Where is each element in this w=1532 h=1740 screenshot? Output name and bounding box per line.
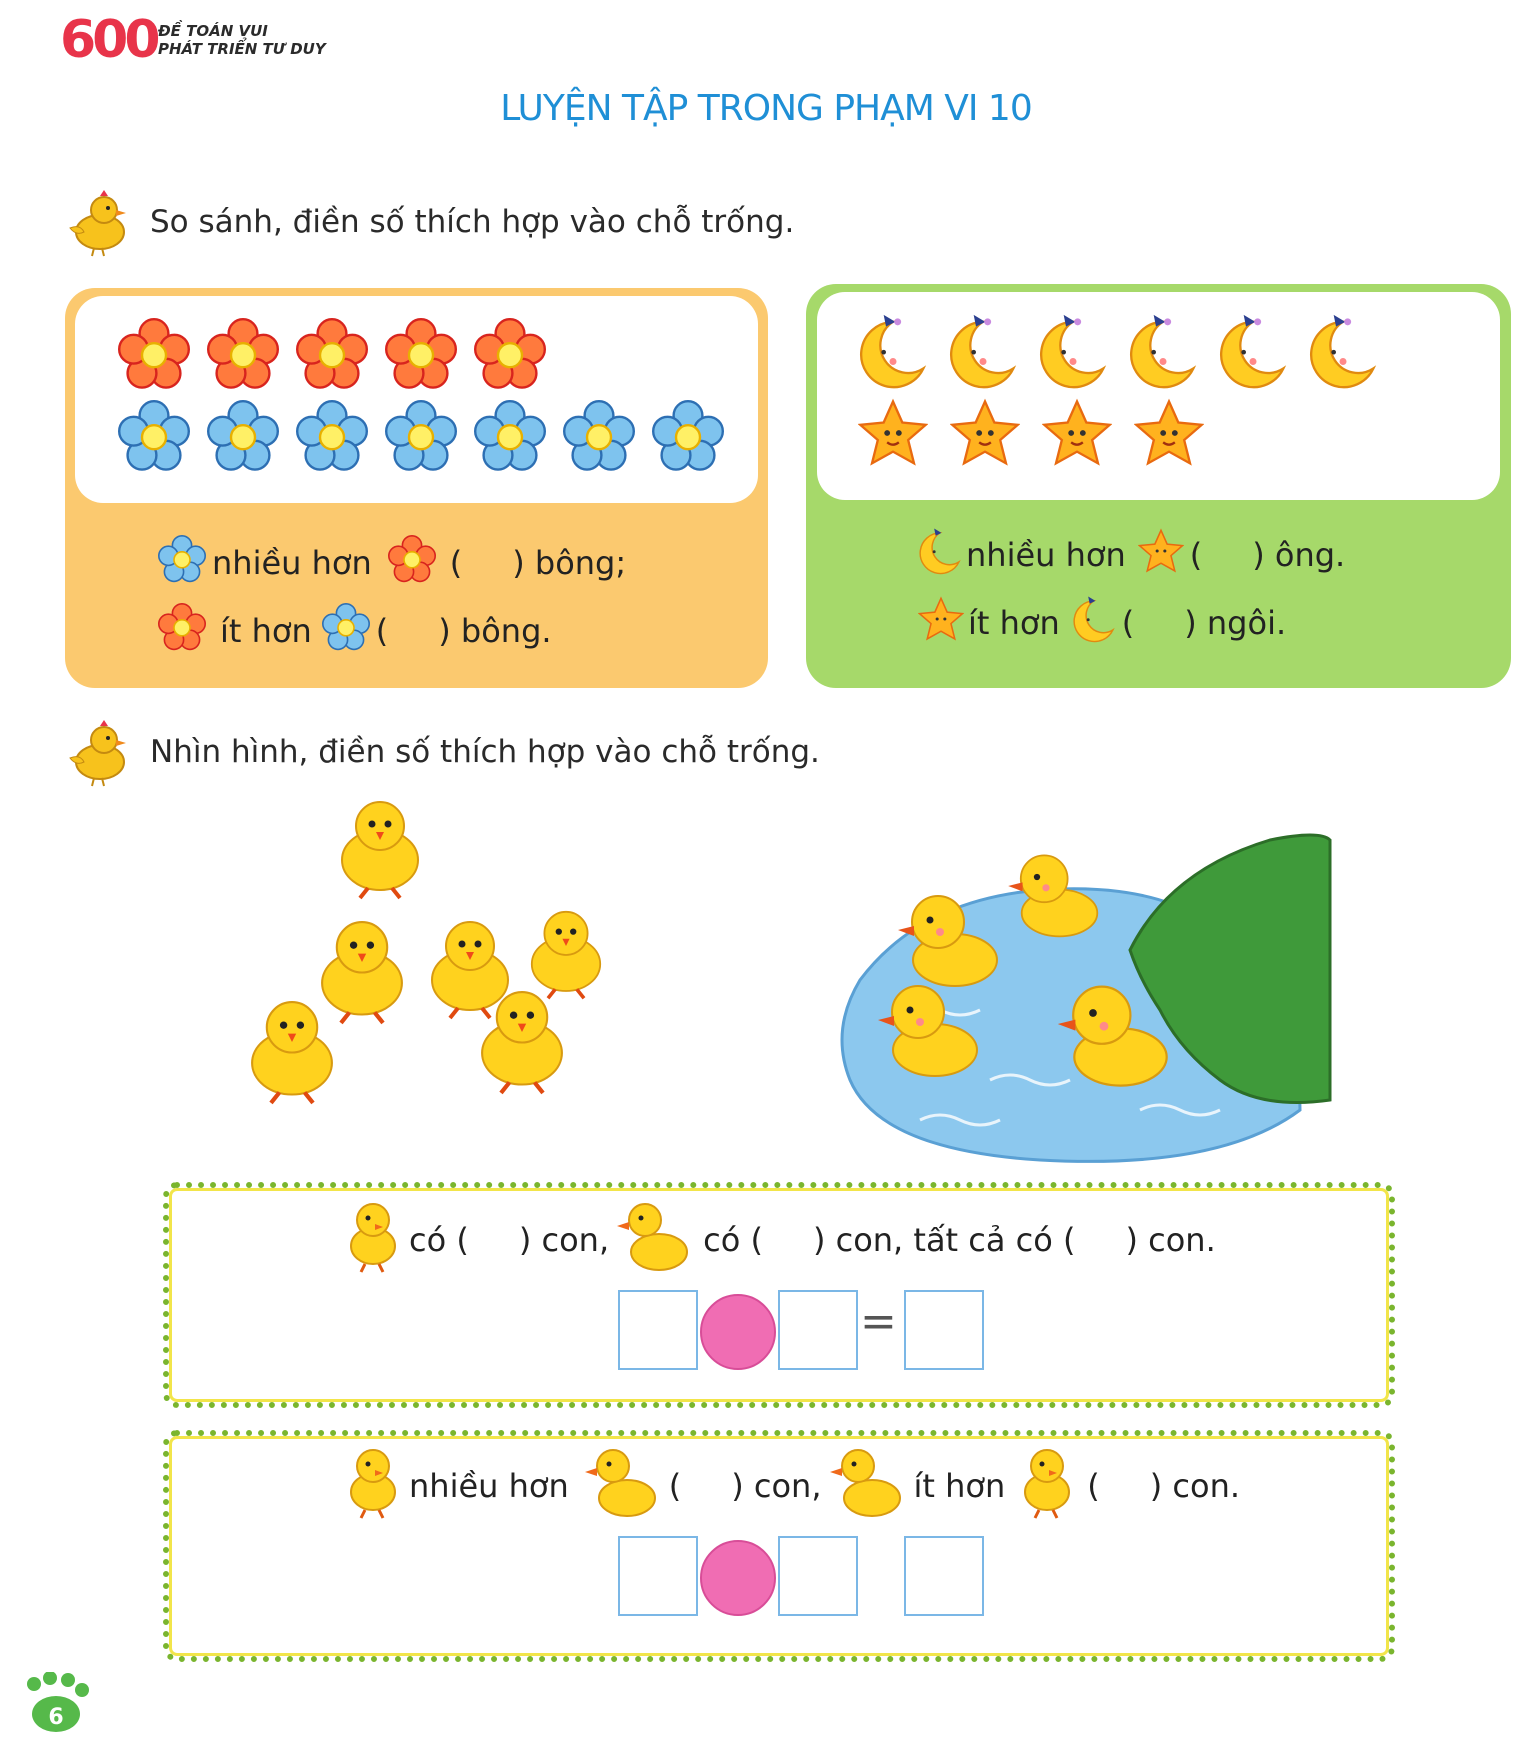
duck-icon	[583, 1442, 659, 1530]
logo-line-2: PHÁT TRIỂN TƯ DUY	[158, 40, 326, 58]
blue-flower-icon	[322, 603, 370, 659]
chicks-illustration	[230, 800, 680, 1160]
flower-sentence-2	[158, 603, 552, 659]
flower-sentence-1	[158, 535, 626, 591]
close-paren-text: ) ngôi.	[1184, 604, 1287, 642]
moon-icon	[858, 312, 928, 394]
text-part: ít hơn	[913, 1467, 1006, 1505]
close-paren-text: ) bông.	[438, 612, 552, 650]
blue-flower-icon	[474, 400, 546, 476]
red-flower-icon	[474, 318, 546, 394]
page-number: 6	[48, 1705, 64, 1730]
close-paren-text: ) bông;	[512, 544, 627, 582]
page-title: LUYỆN TẬP TRONG PHẠM VI 10	[500, 88, 1032, 129]
chick-figure	[252, 1002, 332, 1103]
instruction-2: Nhìn hình, điền số thích hợp vào chỗ trống.	[150, 734, 820, 770]
moon-row	[858, 312, 1378, 394]
chick-bullet-icon	[62, 718, 132, 788]
text-part: (	[1087, 1467, 1100, 1505]
answer-box[interactable]	[778, 1536, 858, 1616]
open-paren: (	[449, 544, 463, 582]
star-icon	[1138, 528, 1184, 582]
open-paren: (	[1189, 536, 1203, 574]
duck-icon	[828, 1442, 904, 1530]
text-part: ) con,	[731, 1467, 822, 1505]
text-part: ) con, tất cả có (	[812, 1221, 1076, 1259]
moon-sentence-1	[918, 527, 1345, 583]
equals-sign: =	[860, 1296, 897, 1347]
blue-flower-icon	[207, 400, 279, 476]
star-sentence-2	[918, 595, 1286, 651]
answer-box[interactable]	[618, 1290, 698, 1370]
blue-flower-icon	[118, 400, 190, 476]
star-icon	[1134, 398, 1204, 472]
logo-subtitle	[158, 22, 326, 58]
text-part: có (	[703, 1221, 763, 1259]
chick-bullet-icon	[62, 188, 132, 258]
text-part: ) con.	[1125, 1221, 1216, 1259]
chick-icon	[345, 1444, 401, 1528]
chick-figure	[342, 802, 418, 898]
red-flower-icon	[388, 535, 436, 591]
blue-flower-icon	[158, 535, 206, 591]
blue-flower-row	[118, 400, 724, 476]
answer-box[interactable]	[904, 1536, 984, 1616]
logo-line-1: ĐỀ TOÁN VUI	[158, 22, 268, 40]
star-row	[858, 398, 1204, 472]
text-part: có (	[409, 1221, 469, 1259]
blue-flower-icon	[563, 400, 635, 476]
text-part: nhiều hơn	[409, 1467, 569, 1505]
text-part: ) con.	[1149, 1467, 1241, 1505]
answer-box[interactable]	[618, 1536, 698, 1616]
moon-icon	[918, 527, 962, 583]
moon-icon	[1038, 312, 1108, 394]
moon-icon	[948, 312, 1018, 394]
blue-flower-icon	[652, 400, 724, 476]
paw-page-badge	[22, 1672, 92, 1734]
more-than-label: nhiều hơn	[966, 536, 1126, 574]
duck-icon	[615, 1196, 691, 1284]
moon-icon	[1128, 312, 1198, 394]
text-part: (	[668, 1467, 682, 1505]
text-part: ) con,	[518, 1221, 610, 1259]
operator-circle[interactable]	[700, 1294, 776, 1370]
chick-figure	[482, 992, 562, 1093]
chick-duck-compare-sentence	[345, 1442, 1240, 1530]
close-paren-text: ) ông.	[1252, 536, 1346, 574]
star-icon	[950, 398, 1020, 472]
moon-icon	[1072, 595, 1116, 651]
operator-circle[interactable]	[700, 1540, 776, 1616]
blue-flower-icon	[385, 400, 457, 476]
red-flower-icon	[207, 318, 279, 394]
chick-icon	[1019, 1444, 1075, 1528]
open-paren: (	[375, 612, 389, 650]
red-flower-icon	[296, 318, 368, 394]
red-flower-icon	[118, 318, 190, 394]
moon-icon	[1308, 312, 1378, 394]
ducks-pond-illustration	[840, 830, 1350, 1170]
star-icon	[858, 398, 928, 472]
blue-flower-icon	[296, 400, 368, 476]
instruction-1: So sánh, điền số thích hợp vào chỗ trống.	[150, 204, 795, 240]
chick-figure	[532, 912, 600, 998]
less-than-label: ít hơn	[968, 604, 1060, 642]
more-than-label: nhiều hơn	[212, 544, 372, 582]
red-flower-icon	[385, 318, 457, 394]
chick-figure	[322, 922, 402, 1023]
chick-icon	[345, 1198, 401, 1282]
answer-box[interactable]	[904, 1290, 984, 1370]
red-flower-row	[118, 318, 546, 394]
moon-icon	[1218, 312, 1288, 394]
less-than-label: ít hơn	[220, 612, 312, 650]
answer-box[interactable]	[778, 1290, 858, 1370]
chick-duck-sum-sentence	[345, 1196, 1216, 1284]
logo-number: 600	[60, 10, 157, 70]
red-flower-icon	[158, 603, 206, 659]
star-icon	[918, 596, 964, 650]
chick-figure	[432, 922, 508, 1018]
open-paren: (	[1121, 604, 1135, 642]
star-icon	[1042, 398, 1112, 472]
